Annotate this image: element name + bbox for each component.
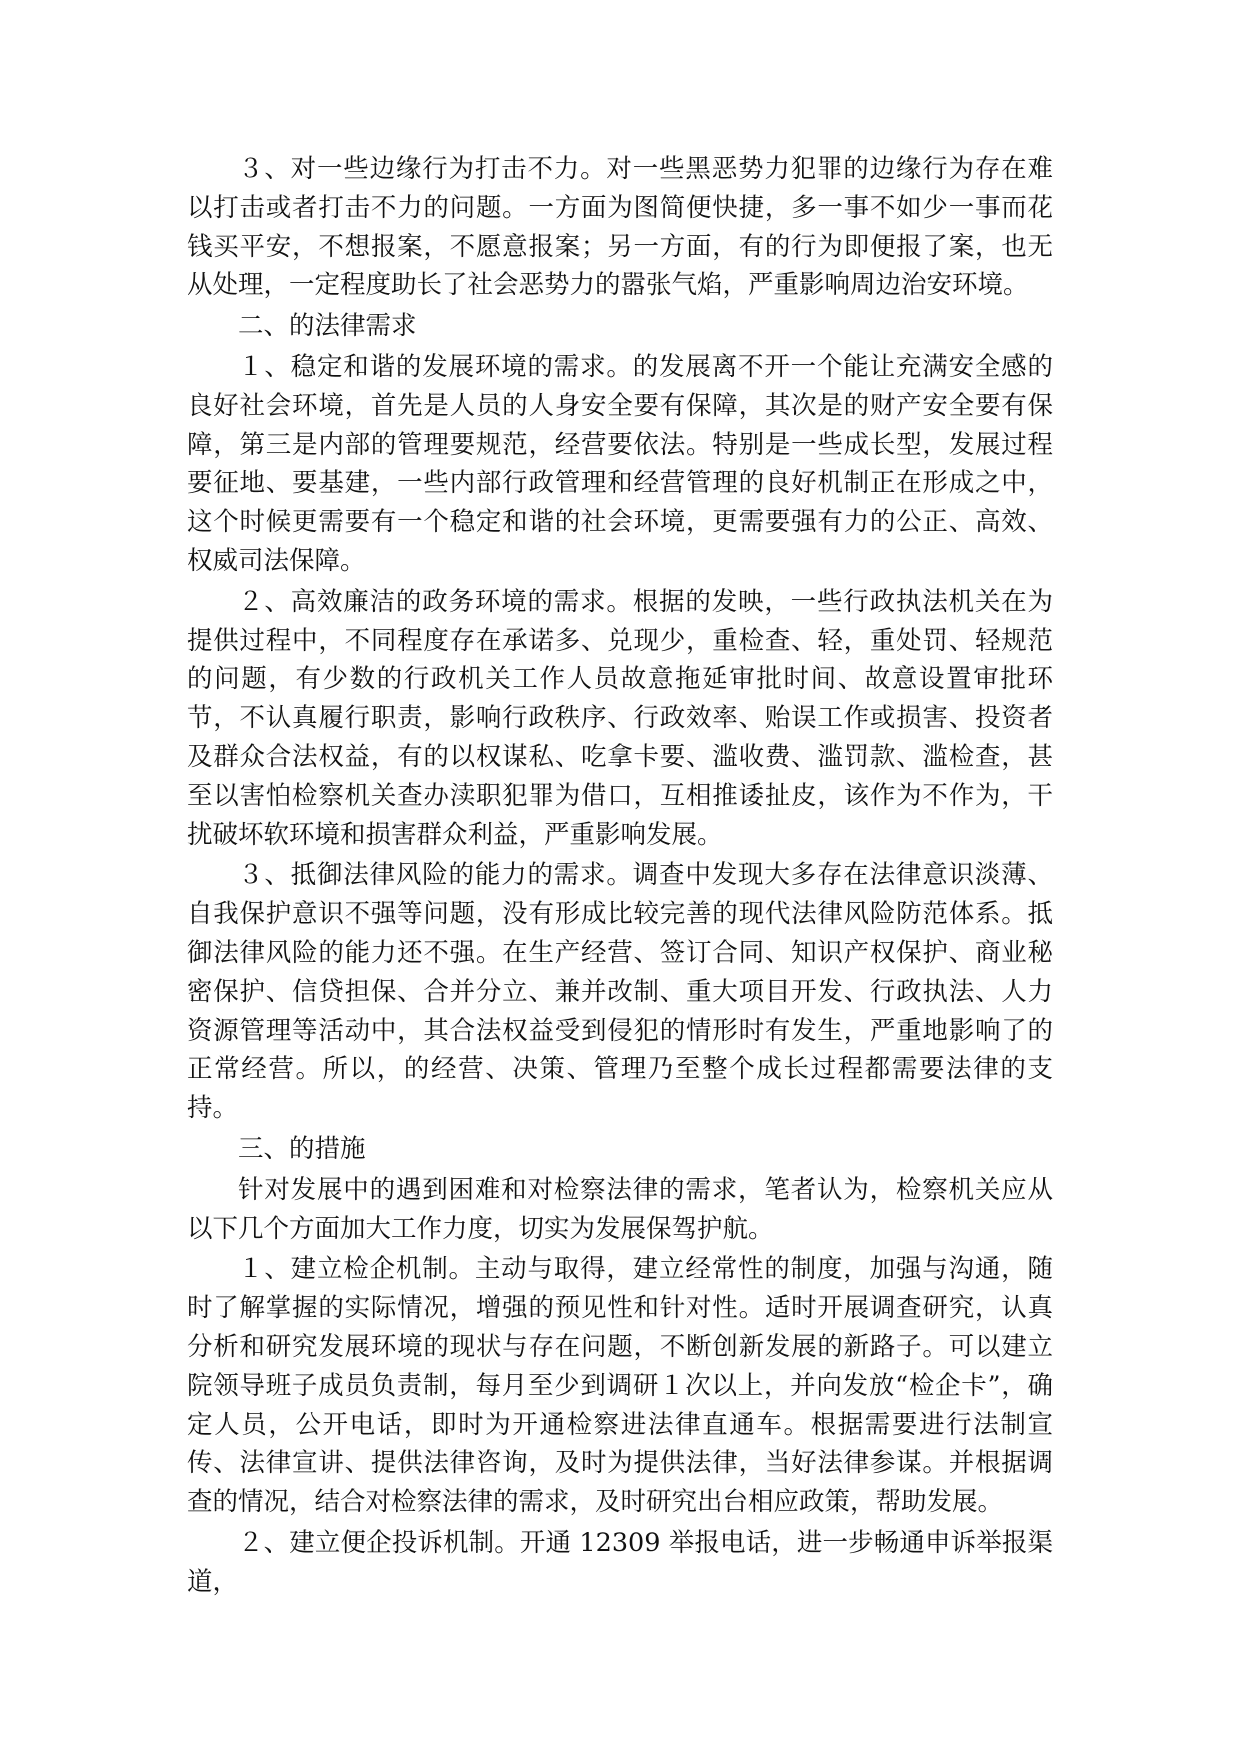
document-body — [187, 150, 1053, 1601]
paragraph-edge-behavior: ３、对一些边缘行为打击不力。对一些黑恶势力犯罪的边缘行为存在难以打击或者打击不力的问题。一方面为图简便快捷，多一事不如少一事而花钱买平安，不想报案，不愿意报案；另一方面，有的行为即便报了案，也无从处理，一定程度助长了社会恶势力的嚣张气焰，严重影响周边治安环境。 — [187, 154, 1053, 301]
paragraph-legal-risk: ３、抵御法律风险的能力的需求。调查中发现大多存在法律意识淡薄、自我保护意识不强等问题，没有形成比较完善的现代法律风险防范体系。抵御法律风险的能力还不强。在生产经营、签订合同、知识产权保护、商业秘密保护、信贷担保、合并分立、兼并改制、重大项目开发、行政执法、人力资源管理等活动中，其合法权益受到侵犯的情形时有发生，严重地影响了的正常经营。所以，的经营、决策、管理乃至整个成长过程都需要法律的支持。 — [187, 860, 1053, 1124]
paragraph-complaint-mechanism: ２、建立便企投诉机制。开通 12309 举报电话，进一步畅通申诉举报渠道， — [187, 1527, 1053, 1597]
section-heading-measures: 三、的措施 — [238, 1133, 366, 1164]
paragraph-measures-intro: 针对发展中的遇到困难和对检察法律的需求，笔者认为，检察机关应从以下几个方面加大工作力度，切实为发展保驾护航。 — [187, 1174, 1053, 1244]
section-heading-legal-needs: 二、的法律需求 — [238, 311, 417, 342]
paragraph-stable-environment: １、稳定和谐的发展环境的需求。的发展离不开一个能让充满安全感的良好社会环境，首先是人员的人身安全要有保障，其次是的财产安全要有保障，第三是内部的管理要规范，经营要依法。特别是一些成长型，发展过程要征地、要基建，一些内部行政管理和经营管理的良好机制正在形成之中，这个时候更需要有一个稳定和谐的社会环境，更需要强有力的公正、高效、权威司法保障。 — [187, 351, 1053, 576]
paragraph-government-environment: ２、高效廉洁的政务环境的需求。根据的发映，一些行政执法机关在为提供过程中，不同程度存在承诺多、兑现少，重检查、轻，重处罚、轻规范的问题，有少数的行政机关工作人员故意拖延审批时间、故意设置审批环节，不认真履行职责，影响行政秩序、行政效率、贻误工作或损害、投资者及群众合法权益，有的以权谋私、吃拿卡要、滥收费、滥罚款、滥检查，甚至以害怕检察机关查办渎职犯罪为借口，互相推诿扯皮，该作为不作为，干扰破坏软环境和损害群众利益，严重影响发展。 — [187, 586, 1053, 850]
paragraph-procuratorate-enterprise-mechanism: １、建立检企机制。主动与取得，建立经常性的制度，加强与沟通，随时了解掌握的实际情况，增强的预见性和针对性。适时开展调查研究，认真分析和研究发展环境的现状与存在问题，不断创新发展的新路子。可以建立院领导班子成员负责制，每月至少到调研１次以上，并向发放“检企卡”，确定人员，公开电话，即时为开通检察进法律直通车。根据需要进行法制宣传、法律宣讲、提供法律咨询，及时为提供法律，当好法律参谋。并根据调查的情况，结合对检察法律的需求，及时研究出台相应政策，帮助发展。 — [187, 1254, 1053, 1518]
